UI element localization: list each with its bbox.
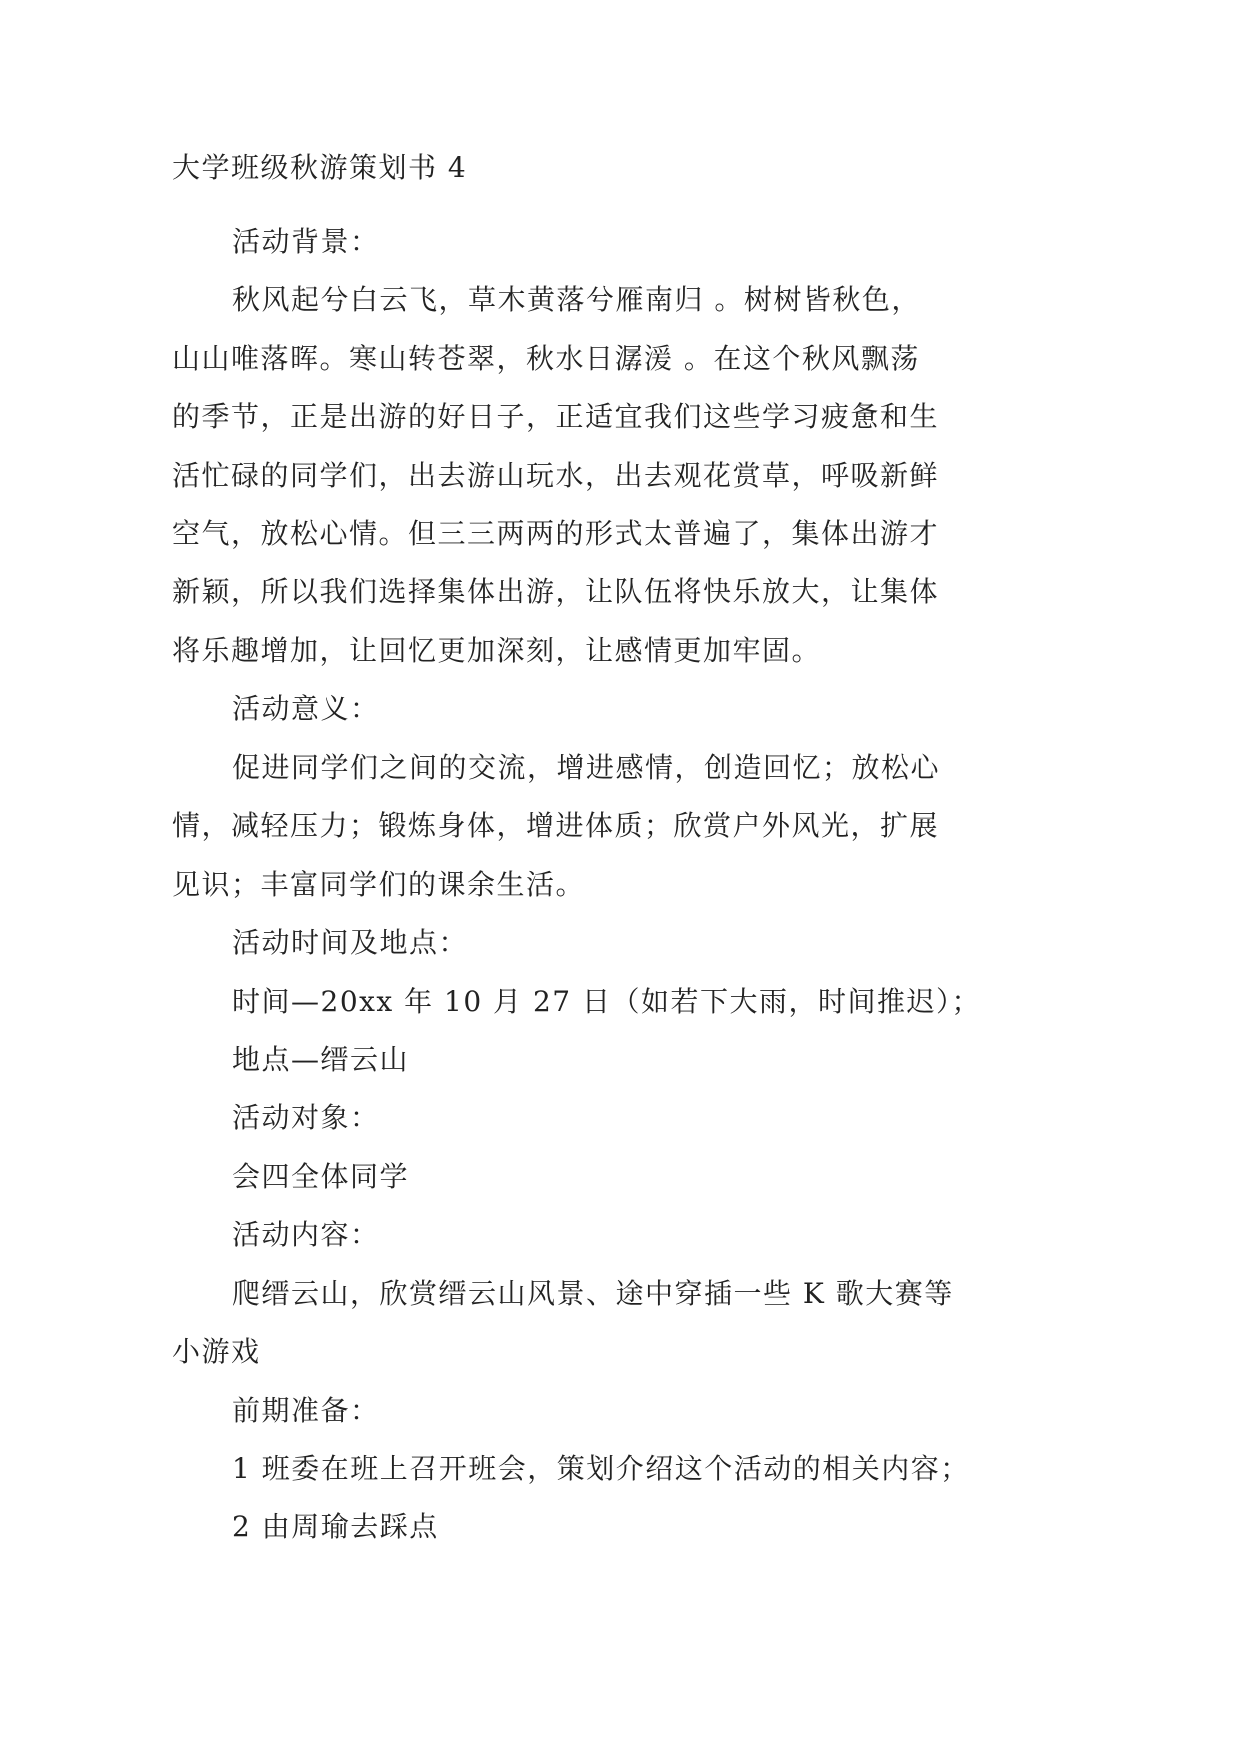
- content-text-line: 小游戏: [172, 1335, 261, 1369]
- section-heading-preparation: 前期准备：: [232, 1393, 380, 1427]
- preparation-item: 1 班委在班上召开班会，策划介绍这个活动的相关内容；: [232, 1452, 970, 1486]
- background-text-line: 活忙碌的同学们，出去游山玩水，出去观花赏草，呼吸新鲜: [172, 458, 940, 492]
- section-heading-significance: 活动意义：: [232, 692, 380, 726]
- background-text-line: 新颖，所以我们选择集体出游，让队伍将快乐放大，让集体: [172, 575, 940, 609]
- content-text-line: 爬缙云山，欣赏缙云山风景、途中穿插一些 K 歌大赛等: [232, 1276, 954, 1310]
- activity-time: 时间—20xx 年 10 月 27 日（如若下大雨，时间推迟）；: [232, 984, 981, 1018]
- preparation-item: 2 由周瑜去踩点: [232, 1510, 439, 1544]
- section-heading-participants: 活动对象：: [232, 1101, 380, 1135]
- significance-text-line: 促进同学们之间的交流，增进感情，创造回忆；放松心: [232, 750, 941, 784]
- section-heading-content: 活动内容：: [232, 1218, 380, 1252]
- significance-text-line: 情，减轻压力；锻炼身体，增进体质；欣赏户外风光，扩展: [172, 809, 940, 843]
- activity-place: 地点—缙云山: [232, 1042, 410, 1076]
- document-title: 大学班级秋游策划书 4: [172, 151, 468, 184]
- section-heading-background: 活动背景：: [232, 224, 380, 258]
- background-text-line: 的季节，正是出游的好日子，正适宜我们这些学习疲惫和生: [172, 400, 940, 434]
- background-text-line: 山山唯落晖。寒山转苍翠，秋水日潺湲 。在这个秋风飘荡: [172, 341, 920, 375]
- significance-text-line: 见识；丰富同学们的课余生活。: [172, 867, 586, 901]
- background-text-line: 空气，放松心情。但三三两两的形式太普遍了，集体出游才: [172, 517, 940, 551]
- participants-text: 会四全体同学: [232, 1159, 410, 1193]
- background-text-line: 将乐趣增加，让回忆更加深刻，让感情更加牢固。: [172, 633, 822, 667]
- background-text-line: 秋风起兮白云飞，草木黄落兮雁南归 。树树皆秋色，: [232, 283, 921, 317]
- section-heading-time-place: 活动时间及地点：: [232, 926, 469, 960]
